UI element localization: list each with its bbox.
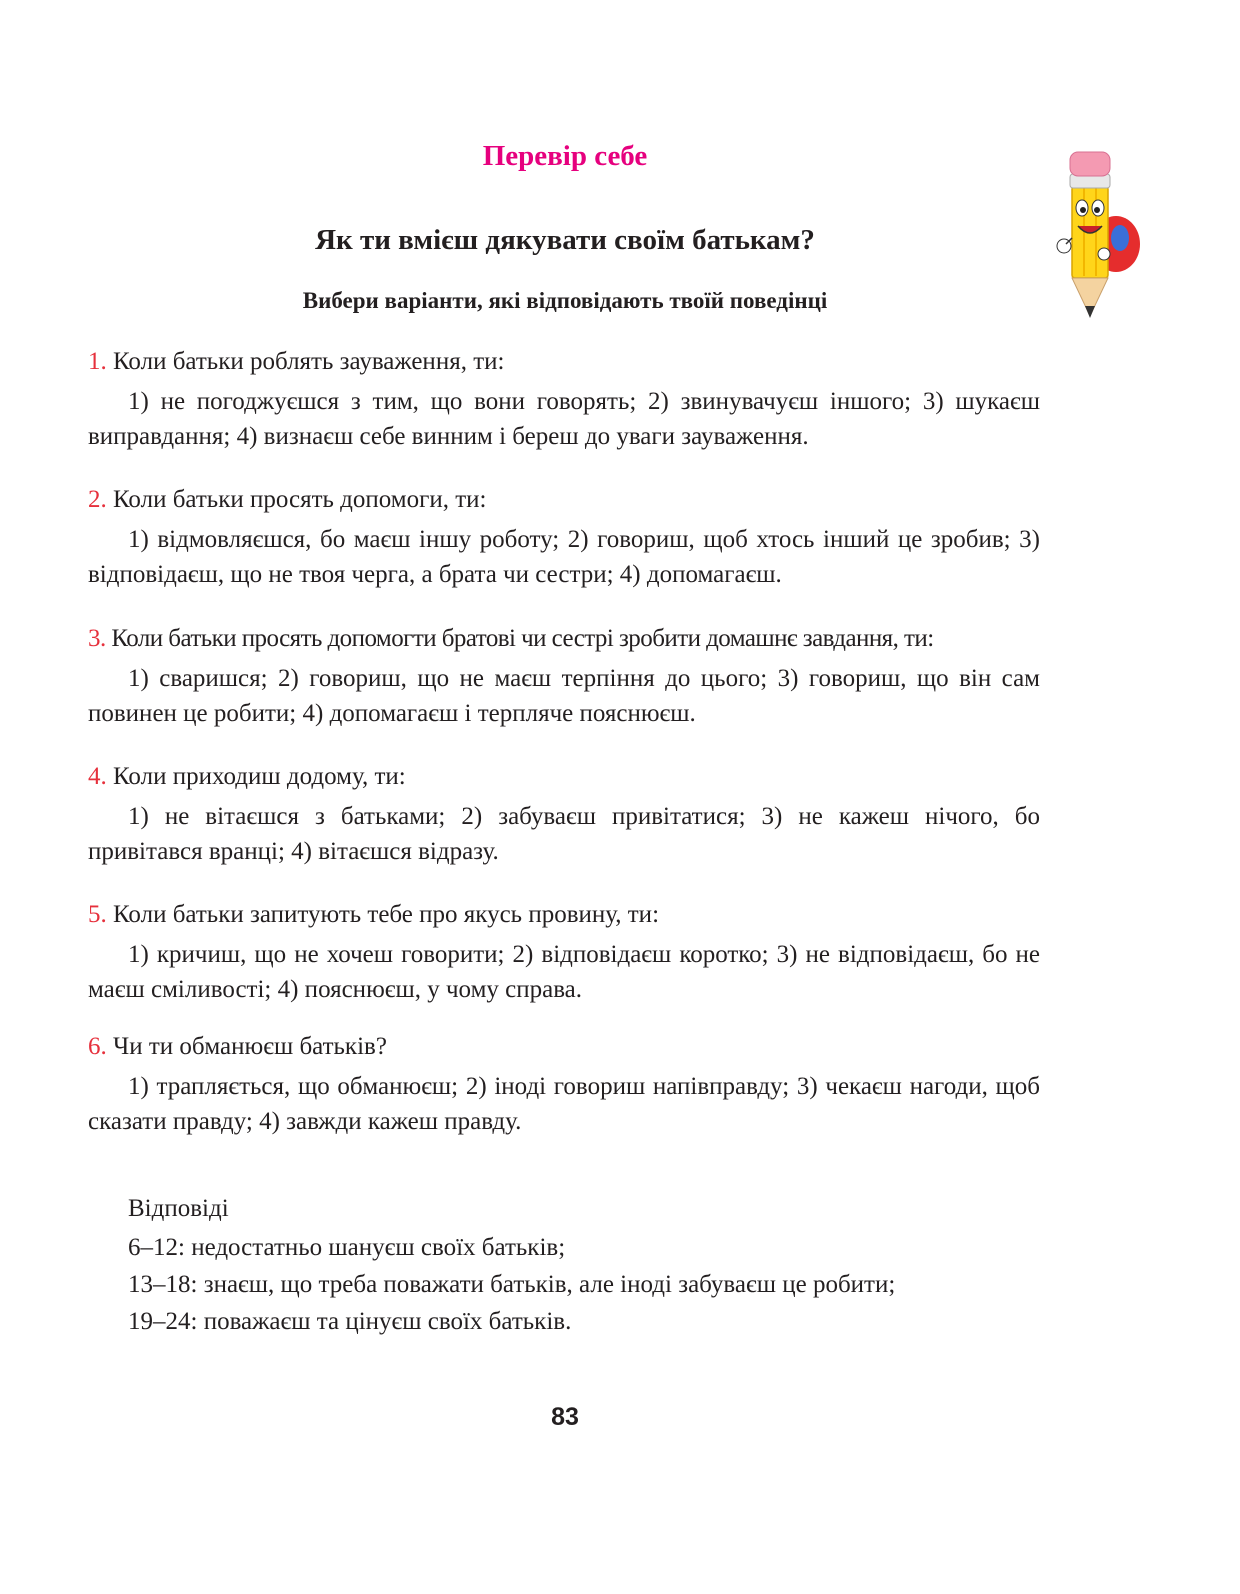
question-1 xyxy=(88,344,1040,454)
page-number: 83 xyxy=(551,1403,579,1431)
question-options: 1) трапляється, що обманюєш; 2) іноді говориш напівправду; 3) чекаєш нагоди, щоб сказати правду; 4) завжди кажеш правду. xyxy=(88,1073,1040,1135)
question-number: 6. xyxy=(88,1033,107,1060)
answer-key-line: 13–18: знаєш, що треба поважати батьків, але іноді забуваєш це робити; xyxy=(128,1271,896,1298)
question-options: 1) сваришся; 2) говориш, що не маєш терпіння до цього; 3) говориш, що він сам повинен це робити; 4) допомагаєш і терпляче пояснюєш. xyxy=(88,665,1040,727)
answer-key-line: 6–12: недостатньо шануєш своїх батьків; xyxy=(128,1234,566,1261)
question-number: 4. xyxy=(88,763,107,790)
question-text: Коли батьки запитують тебе про якусь провину, ти: xyxy=(106,901,660,928)
question-number: 1. xyxy=(88,348,107,375)
question-5 xyxy=(88,897,1040,1007)
question-number: 3. xyxy=(88,625,106,652)
question-number: 2. xyxy=(88,486,107,513)
answer-key-line: 19–24: поважаєш та цінуєш своїх батьків. xyxy=(128,1308,572,1335)
question-options: 1) кричиш, що не хочеш говорити; 2) відповідаєш коротко; 3) не відповідаєш, бо не маєш сміливості; 4) пояснюєш, у чому справа. xyxy=(88,941,1040,1003)
question-options: 1) не вітаєшся з батьками; 2) забуваєш привітатися; 3) не кажеш нічого, бо привітався вранці; 4) вітаєшся відразу. xyxy=(88,803,1040,865)
question-4 xyxy=(88,759,1040,869)
question-2 xyxy=(88,482,1040,592)
answer-key-heading: Відповіді xyxy=(128,1195,229,1222)
question-text: Коли батьки просять допомогти братові чи сестрі зробити домашнє завдання, ти: xyxy=(105,625,934,652)
question-options: 1) відмовляєшся, бо маєш іншу роботу; 2) говориш, щоб хтось інший це зробив; 3) відповідаєш, що не твоя черга, а брата чи сестри; 4) допомагаєш. xyxy=(88,526,1040,588)
question-3 xyxy=(88,621,1040,731)
question-6 xyxy=(88,1029,1040,1139)
question-text: Коли приходиш додому, ти: xyxy=(106,763,406,790)
question-options: 1) не погоджуєшся з тим, що вони говорять; 2) звинувачуєш іншого; 3) шукаєш виправдання; 4) визнаєш себе винним і береш до уваги зауваження. xyxy=(88,388,1040,450)
question-text: Коли батьки роблять зауваження, ти: xyxy=(106,348,505,375)
page-subtitle: Як ти вмієш дякувати своїм батькам? xyxy=(315,224,815,256)
page-title: Перевір себе xyxy=(482,140,648,172)
answer-key xyxy=(128,1190,895,1340)
question-number: 5. xyxy=(88,901,107,928)
question-text: Коли батьки просять допомоги, ти: xyxy=(106,486,487,513)
question-text: Чи ти обманюєш батьків? xyxy=(106,1033,387,1060)
instruction: Вибери варіанти, які відповідають твоїй поведінці xyxy=(302,288,828,313)
